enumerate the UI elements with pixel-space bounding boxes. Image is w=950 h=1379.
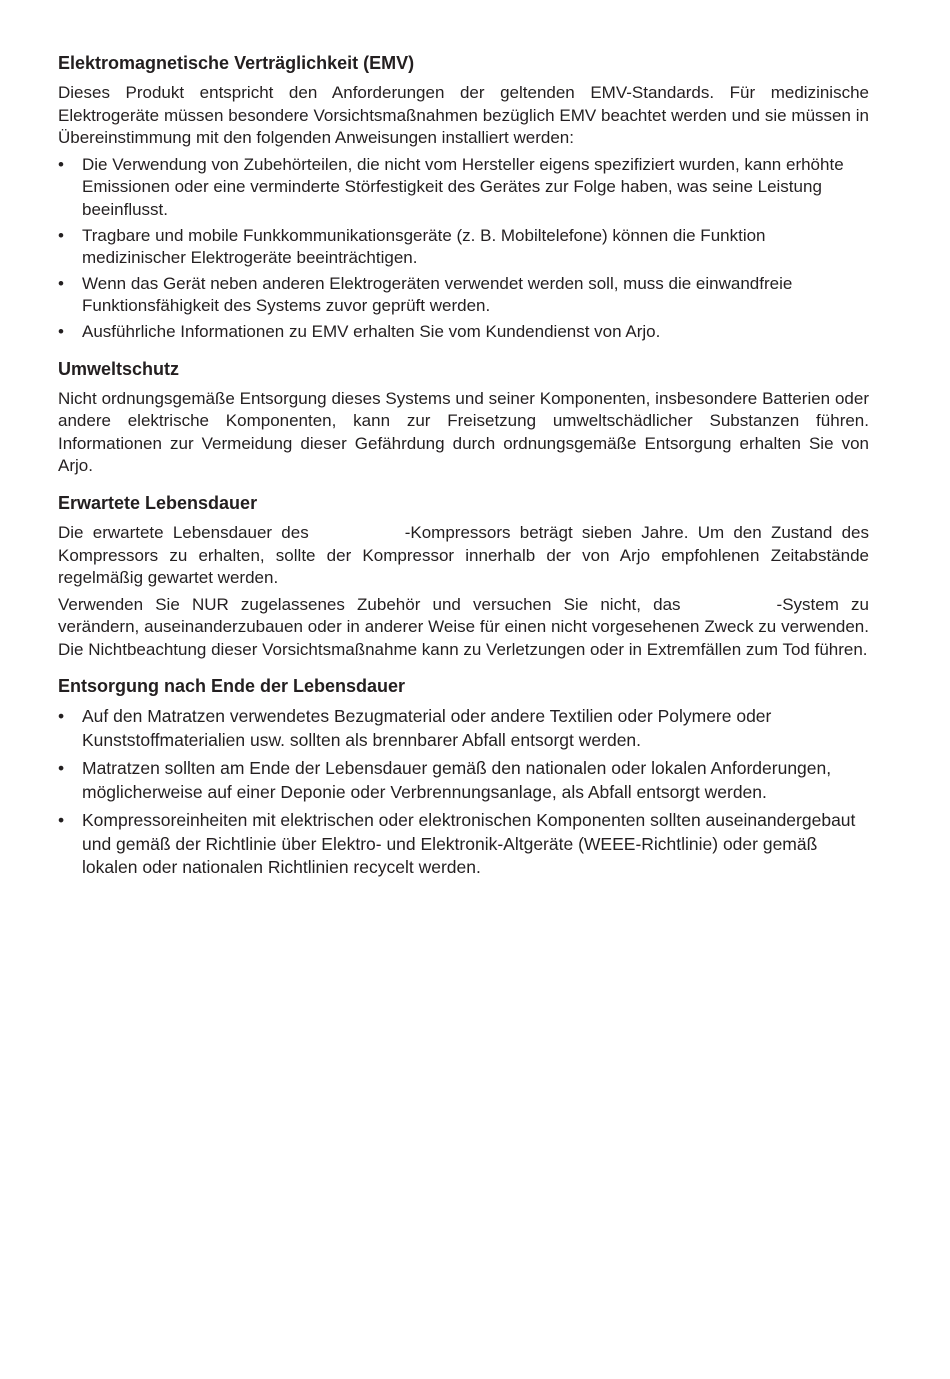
section-lebensdauer xyxy=(58,492,869,662)
bullet-icon: • xyxy=(58,810,65,831)
bullet-icon: • xyxy=(58,321,64,341)
emv-bullet-list xyxy=(58,154,869,344)
list-item: • Auf den Matratzen verwendetes Bezugmaterial oder andere Textilien oder Polymere oder Kunststoffmaterialien usw. sollten als brennbarer Abfall entsorgt werden. xyxy=(58,706,772,750)
heading-umweltschutz: Umweltschutz xyxy=(58,358,180,379)
entsorgung-bullet-list xyxy=(58,705,869,880)
list-item: • Ausführliche Informationen zu EMV erhalten Sie vom Kundendienst von Arjo. xyxy=(58,321,869,344)
list-item: • Matratzen sollten am Ende der Lebensdauer gemäß den nationalen oder lokalen Anforderungen, möglicherweise auf einer Deponie oder Verbrennungsanlage, als Abfall entsorgt werden. xyxy=(58,758,832,802)
bullet-icon: • xyxy=(58,706,65,727)
heading-entsorgung: Entsorgung nach Ende der Lebensdauer xyxy=(58,676,406,697)
list-item: • Die Verwendung von Zubehörteilen, die nicht vom Hersteller eigens spezifiziert wurden, kann erhöhte Emissionen oder eine verminderte Störfestigkeit des Gerätes zur Folge haben, was seine Leistung beeinflusst. xyxy=(58,154,844,219)
umweltschutz-text: Nicht ordnungsgemäße Entsorgung dieses Systems und seiner Komponenten, insbesondere Batterien oder andere elektrische Komponenten, kann zur Freisetzung umweltschädlicher Substanzen führen. Informationen zur Vermeidung dieser Gefährdung durch ordnungsgemäße Entsorgung erhalten Sie von Arjo. xyxy=(58,388,869,476)
section-emv xyxy=(58,52,869,344)
bullet-icon: • xyxy=(58,225,64,245)
heading-emv: Elektromagnetische Verträglichkeit (EMV) xyxy=(58,53,415,73)
list-item: • Kompressoreinheiten mit elektrischen oder elektronischen Komponenten sollten auseinandergebaut und gemäß der Richtlinie über Elektro- und Elektronik-Altgeräte (WEEE-Richtlinie) oder gemäß lokalen oder nationalen Richtlinien recycelt werden. xyxy=(58,810,856,878)
list-item: • Wenn das Gerät neben anderen Elektrogeräten verwendet werden soll, muss die einwandfreie Funktionsfähigkeit des Systems zuvor geprüft werden. xyxy=(58,273,793,316)
section-entsorgung xyxy=(58,675,869,880)
heading-lebensdauer: Erwartete Lebensdauer xyxy=(58,492,258,513)
list-item: • Tragbare und mobile Funkkommunikationsgeräte (z. B. Mobiltelefone) können die Funktion medizinischer Elektrogeräte beeinträchtigen. xyxy=(58,225,766,268)
lebensdauer-paragraph-1: Die erwartete Lebensdauer des -Kompressors beträgt sieben Jahre. Um den Zustand des Kompressors zu erhalten, sollte der Kompressor innerhalb der von Arjo empfohlenen Zeitabstände regelmäßig gewartet werden. xyxy=(58,522,869,588)
section-umweltschutz xyxy=(58,358,869,478)
document-page xyxy=(58,52,869,894)
bullet-icon: • xyxy=(58,273,64,293)
emv-intro: Dieses Produkt entspricht den Anforderungen der geltenden EMV-Standards. Für medizinische Elektrogeräte müssen besondere Vorsichtsmaßnahmen bezüglich EMV beachtet werden und sie müssen in Übereinstimmung mit den folgenden Anweisungen installiert werden: xyxy=(58,83,869,148)
bullet-icon: • xyxy=(58,154,64,174)
bullet-icon: • xyxy=(58,758,65,779)
lebensdauer-paragraph-2: Verwenden Sie NUR zugelassenes Zubehör und versuchen Sie nicht, das -System zu verändern, auseinanderzubauen oder in anderer Weise für einen nicht vorgesehenen Zweck zu verwenden. Die Nichtbeachtung dieser Vorsichtsmaßnahme kann zu Verletzungen oder in Extremfällen zum Tod führen. xyxy=(58,594,869,659)
